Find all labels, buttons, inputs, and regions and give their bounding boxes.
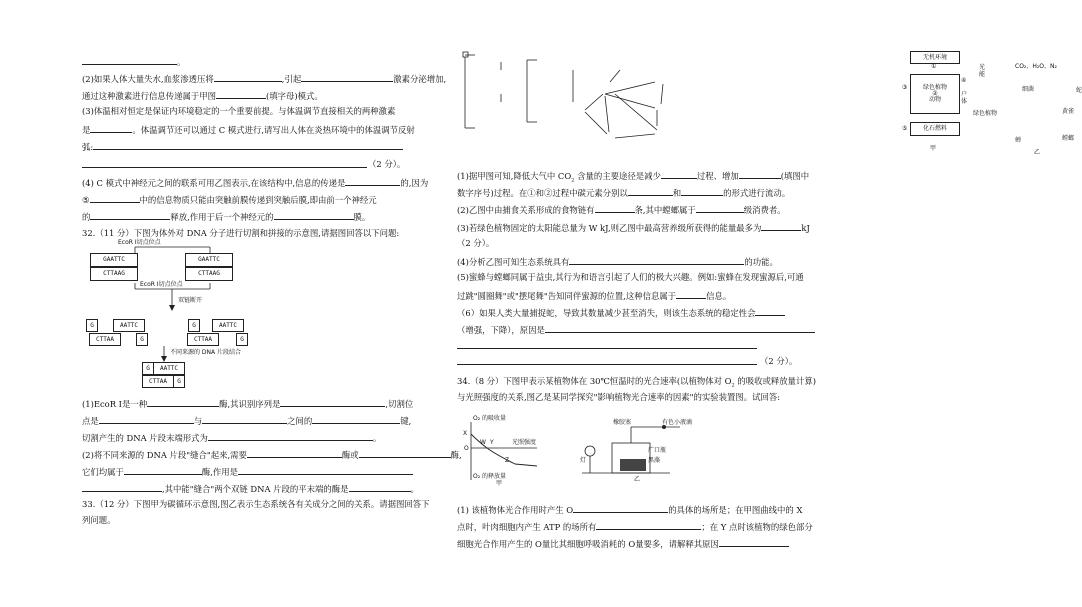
answer-blank[interactable] [90,211,170,220]
frag-box: G [188,319,200,332]
q-text: ,切割位 [385,399,414,409]
seq-box: GAATTC [90,253,138,267]
axis-label: O₂ 的吸收量 [473,415,507,422]
side-label: 户体 [961,91,968,105]
q-text: ；在甲图曲线中的 X [726,505,803,515]
answer-blank[interactable] [280,398,385,407]
q-text: 的功能。 [744,257,778,267]
answer-blank[interactable] [90,124,132,133]
answer-blank[interactable] [628,187,673,196]
bacteria-label: 细菌 [1022,86,1035,93]
answer-blank[interactable] [247,449,342,458]
frag-box: AATTC [113,319,145,332]
node-plant-group [910,74,960,114]
q-text: ,其中能"缝合"两个双链 DNA 片段的平末端的酶是 [162,484,349,494]
answer-blank[interactable] [208,432,373,441]
q-text: 中的信息物质只能由突触前膜传递到突触后膜,即由前一个神经元 [139,195,377,205]
q-text: (填图中 [780,171,810,181]
frag-box: G [173,375,185,388]
q-text: 与 [193,416,203,426]
answer-blank[interactable] [755,307,785,316]
answer-blank[interactable] [90,194,140,203]
q-text: 弧: [82,142,94,152]
axis-label: O₂ 的释放量 [473,473,507,480]
figure-label: 乙 [1034,149,1041,156]
q-text: （6）如果人类大量捕捉蛇，导致其数量减少甚至消失，则该生态系统的稳定性会 [457,308,756,318]
q-text: (4) C 模式中神经元之间的联系可用乙图表示,在该结构中,信息的传递是 [82,178,346,188]
score-note: （2 分）。 [368,159,406,169]
q-text: ,引起 [281,74,302,84]
answer-rule[interactable] [457,348,757,349]
plant-label: 绿色植物 [973,110,998,117]
q-text: ；在 Y 点时该植物的绿色部分 [701,522,813,532]
flask-label: 广口瓶 [648,447,667,454]
q-text: (2)将不同来源的 DNA 片段"缝合"起来,需要 [82,450,247,460]
q-text: 酶或 [341,450,359,460]
answer-blank[interactable] [274,211,354,220]
point-label: Z [505,457,510,464]
q-text: 条,其中螳螂属于 [634,205,696,215]
answer-blank[interactable] [681,187,723,196]
answer-blank[interactable] [719,538,789,547]
q-text: 。体温调节还可以通过 C 模式进行,请写出人体在炎热环境中的体温调节反射 [132,125,415,135]
bird-label: 黄雀 [1062,108,1075,115]
q-text: 数字序号)过程。在①和②过程中碳元素分别以 [457,188,628,198]
frag-box: G [86,319,98,332]
sun-label: 光能 [979,64,986,78]
answer-blank[interactable] [345,177,400,186]
q-text: 的,因为 [400,178,429,188]
answer-blank[interactable] [696,204,744,213]
frag-box: AATTC [153,362,185,375]
q-text: （增强，下降），原因是 [457,325,545,335]
q-text: kJ [801,223,810,233]
score-note: （2 分）。 [760,356,798,366]
lamp-label: 灯 [580,457,587,464]
q-text: (1) 该植物体光合作用时产生 O [457,505,574,515]
q-text: 的 [82,212,91,222]
q-text: 酶,其识别序列是 [219,399,281,409]
q-text: 34.（8 分）下图甲表示某植物体在 30℃恒温时的光合速率(以植物体对 O [457,376,732,386]
q-text: 和 [672,188,682,198]
figure-label: 甲 [496,480,503,487]
q-text: 是 [82,125,91,135]
q-text: 细胞光合作用产生的 O [457,539,542,549]
answer-blank[interactable] [761,222,801,231]
frag-box: CTTAA [89,333,121,346]
q-text: 的吸收或释放量计算) [734,376,817,386]
answer-blank[interactable] [202,415,287,424]
node-animal: 动物 [928,96,941,103]
q-text: (2)乙图中由捕食关系形成的食物链有 [457,205,595,215]
answer-blank[interactable] [238,466,413,475]
q-text: 切割产生的 DNA 片段末端形式为 [82,433,208,443]
q-text: 释放,作用于后一个神经元的 [170,212,274,222]
q-text: 。 [372,433,382,443]
answer-blank[interactable] [569,256,744,265]
answer-blank[interactable] [573,504,668,513]
q-text: (4)分析乙图可知生态系统具有 [457,257,570,267]
q-text: 酶,作用是 [201,467,239,477]
q-text: (3)体温相对恒定是保证内环境稳定的一个重要前提。与体温调节直接相关的两种激素 [82,106,396,116]
answer-blank[interactable] [82,483,162,492]
question-32: 32.（11 分）下图为体外对 DNA 分子进行切割和拼接的示意图,请据图回答以下问题: [82,228,400,238]
q-text: (1)据甲图可知,降低大气中 CO [457,171,572,181]
q-text: (5)蜜蜂与螳螂同属于益虫,其行为和语言引起了人们的极大兴趣。例如:蜜蜂在发现蜜源后,可通 [457,272,804,282]
frag-box: CTTAA [142,375,174,388]
q-text: 信息。 [706,291,732,301]
q-text: (2)如果人体大量失水,血浆渗透压将 [82,74,214,84]
step-label: 双链断开 [178,297,203,304]
answer-blank[interactable] [99,415,194,424]
point-label: W [480,439,486,446]
q-text: 它们均属于 [82,467,124,477]
q-text: 之间的 [287,416,313,426]
step-label: 不同来源的 DNA 片段结合 [170,349,242,356]
step-num: ② [932,90,938,97]
step-num: ① [931,63,937,70]
right-column [430,0,1082,607]
question-33: 33.（12 分）下图甲为碳循环示意图,图乙表示生态系统各有关成分之间的关系。请据图回答下 [82,499,430,509]
frag-box: AATTC [212,319,244,332]
answer-blank[interactable] [312,415,400,424]
seq-box: CTTAAG [90,267,138,281]
answer-blank[interactable] [93,141,403,150]
q-text: 。 [410,484,419,494]
answer-blank[interactable] [147,398,219,407]
answer-blank[interactable] [301,73,393,82]
q-text: (1)EcoR Ⅰ是一种 [82,399,148,409]
rubber-label: 橡胶塞 [613,419,632,426]
q-text: (填字母)模式。 [266,91,323,101]
answer-blank[interactable] [661,170,697,179]
frag-box: G [142,362,154,375]
q-text: 膜。 [353,212,371,222]
node-inorganic: 无机环境 [910,51,960,64]
figure-label: 乙 [634,476,641,483]
q-text: 级消费者。 [743,205,786,215]
q-text: 的具体的场所是 [668,505,727,515]
node-fossil: 化石燃料 [910,122,960,136]
answer-blank[interactable] [349,483,411,492]
q-text: 点是 [82,416,99,426]
answer-blank[interactable] [595,204,635,213]
answer-blank[interactable] [676,290,706,299]
answer-blank[interactable] [214,73,282,82]
q-text: 含量的主要途径是减少 [574,171,661,181]
q-text: 量要多，请解释其原因 [635,539,719,549]
step-num: ③ [902,84,908,91]
q-text: 激素分泌增加, [393,74,447,84]
q-text: ⑤ [82,195,90,205]
q-text: 键, [400,416,412,426]
q-text: 通过这种激素进行信息传递属于甲图 [82,91,216,101]
q-text: 酶, [450,450,462,460]
q-text: 过程、增加 [696,171,739,181]
score-note: （2 分）。 [457,238,495,248]
answer-blank[interactable] [216,90,266,99]
point-label: Y [490,439,494,446]
frag-box: CTTAA [187,333,219,346]
q-text: 点时，叶肉细胞内产生 ATP 的场所有 [457,522,597,532]
ecori-label: EcoR Ⅰ切点位点 [118,239,161,246]
answer-blank[interactable] [545,324,815,333]
q-text: 过跳"圆圈舞"或"摆尾舞"告知同伴蜜源的位置,这种信息属于 [457,291,677,301]
agent-label: 黑藻 [648,457,661,464]
step-num: ⑤ [902,125,908,132]
text-tail: 。 [177,57,186,67]
left-column [0,0,462,607]
q-text: 的形式进行流动。 [723,188,791,198]
figure-label: 甲 [930,145,937,152]
eco-arrows [545,62,685,152]
answer-blank[interactable] [596,521,701,530]
axis-label: 光照强度 [512,439,537,446]
answer-rule[interactable] [457,364,757,365]
seq-box: GAATTC [185,253,233,267]
q-text: 列问题。 [82,515,116,525]
origin-label: O [464,445,469,452]
answer-blank[interactable] [124,466,202,475]
frag-box: G [236,333,248,346]
q-text: 量比其细胞呼吸消耗的 O [541,539,636,549]
point-label: X [463,430,468,437]
snake-label: 蛇 [1076,87,1082,94]
seq-box: CTTAAG [185,267,233,281]
ecori-label: EcoR Ⅰ切点位点 [140,281,183,288]
mantis-label: 螳螂 [1062,135,1075,142]
q-text: (3)若绿色植物固定的太阳能总量为 W kJ,则乙图中最高营养级所获得的能量最多为 [457,223,762,233]
answer-blank[interactable] [739,170,781,179]
node-plant: 绿色植物 [922,84,947,91]
cicada-label: 蝉 [1015,137,1022,144]
subscript: 2 [731,382,735,389]
frag-box: G [136,333,148,346]
drop-label: 有色小液滴 [662,419,693,426]
gas-label: CO₂、H₂O、N₂ [1015,63,1057,70]
answer-blank[interactable] [82,56,177,65]
step-num: ④ [961,77,967,84]
answer-rule[interactable] [82,167,367,168]
q-text: 与光照强度的关系,图乙是某同学探究"影响植物光合速率的因素"的实验装置图。试回答: [457,392,781,402]
subscript: 2 [571,177,575,184]
